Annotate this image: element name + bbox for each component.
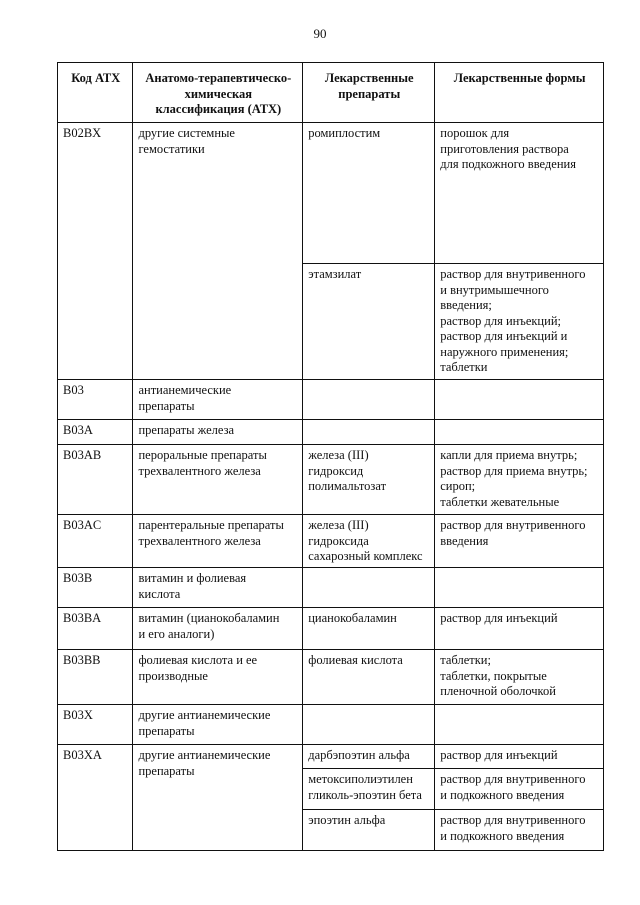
atx-code: B02BX xyxy=(58,123,133,380)
dosage-forms: раствор для внутривенного и внутримышечного введения; раствор для инъекций; раствор для инъекций и наружного применения; таблетки xyxy=(435,264,604,380)
drug-name: цианокобаламин xyxy=(303,608,435,650)
atx-code: B03BB xyxy=(58,650,133,705)
atx-code: B03XA xyxy=(58,745,133,851)
dosage-forms: таблетки; таблетки, покрытые пленочной оболочкой xyxy=(435,650,604,705)
table-row xyxy=(58,380,604,420)
drug-name xyxy=(303,568,435,608)
drug-name xyxy=(303,380,435,420)
dosage-forms xyxy=(435,705,604,745)
atx-classification: другие системные гемостатики xyxy=(133,123,303,380)
atx-classification: парентеральные препараты трехвалентного железа xyxy=(133,515,303,568)
drug-name: железа (III) гидроксид полимальтозат xyxy=(303,445,435,515)
dosage-forms: раствор для инъекций xyxy=(435,608,604,650)
dosage-forms: капли для приема внутрь; раствор для приема внутрь; сироп; таблетки жевательные xyxy=(435,445,604,515)
drug-name: метоксиполиэтилен гликоль-эпоэтин бета xyxy=(303,769,435,810)
atx-classification: антианемические препараты xyxy=(133,380,303,420)
dosage-forms xyxy=(435,420,604,445)
atx-classification: фолиевая кислота и ее производные xyxy=(133,650,303,705)
table-row xyxy=(58,515,604,568)
atx-table xyxy=(57,62,604,851)
atx-code: B03AC xyxy=(58,515,133,568)
table-row xyxy=(58,568,604,608)
dosage-forms: раствор для внутривенного и подкожного введения xyxy=(435,810,604,851)
atx-classification: препараты железа xyxy=(133,420,303,445)
drug-name: дарбэпоэтин альфа xyxy=(303,745,435,769)
drug-name: фолиевая кислота xyxy=(303,650,435,705)
atx-classification: пероральные препараты трехвалентного железа xyxy=(133,445,303,515)
page-number: 90 xyxy=(313,26,327,41)
table-row xyxy=(58,650,604,705)
dosage-forms: раствор для внутривенного и подкожного введения xyxy=(435,769,604,810)
drug-name: этамзилат xyxy=(303,264,435,380)
atx-classification: витамин (цианокобаламин и его аналоги) xyxy=(133,608,303,650)
atx-classification: витамин и фолиевая кислота xyxy=(133,568,303,608)
atx-code: B03B xyxy=(58,568,133,608)
table-header-row xyxy=(58,63,604,123)
header-classification: Анатомо-терапевтическо- химическая классификация (АТХ) xyxy=(133,63,303,123)
table-row xyxy=(58,608,604,650)
drug-name: железа (III) гидроксида сахарозный комплекс xyxy=(303,515,435,568)
atx-code: B03A xyxy=(58,420,133,445)
atx-code: B03X xyxy=(58,705,133,745)
header-drugs: Лекарственные препараты xyxy=(303,63,435,123)
atx-code: B03BA xyxy=(58,608,133,650)
table-row xyxy=(58,705,604,745)
atx-classification: другие антианемические препараты xyxy=(133,705,303,745)
dosage-forms: порошок для приготовления раствора для подкожного введения xyxy=(435,123,604,264)
drug-name: эпоэтин альфа xyxy=(303,810,435,851)
table-row xyxy=(58,445,604,515)
header-code: Код АТХ xyxy=(58,63,133,123)
dosage-forms xyxy=(435,380,604,420)
table-row xyxy=(58,745,604,769)
dosage-forms: раствор для инъекций xyxy=(435,745,604,769)
atx-code: B03AB xyxy=(58,445,133,515)
table-row xyxy=(58,420,604,445)
drug-name xyxy=(303,420,435,445)
header-forms: Лекарственные формы xyxy=(435,63,604,123)
atx-code: B03 xyxy=(58,380,133,420)
atx-classification: другие антианемические препараты xyxy=(133,745,303,851)
dosage-forms: раствор для внутривенного введения xyxy=(435,515,604,568)
drug-name: ромиплостим xyxy=(303,123,435,264)
dosage-forms xyxy=(435,568,604,608)
drug-name xyxy=(303,705,435,745)
table-row xyxy=(58,123,604,264)
